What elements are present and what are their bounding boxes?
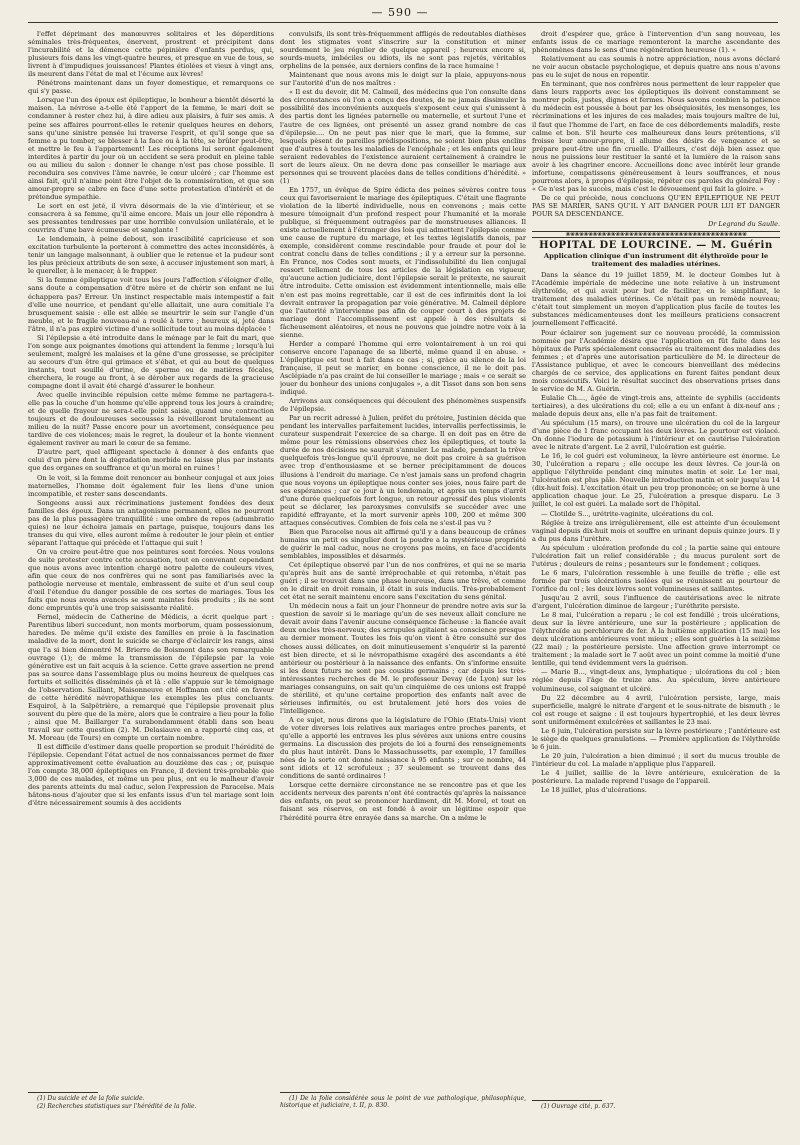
paragraph: Le sort en est jeté, il vivra désormais de la vie d'intérieur, et se consacrera à sa femme, qu'il aime encore. Mais un jour elle répondra à ses pressantes tendresses par une horrible convulsion unilatérale, et le couvrira d'une bave écumeuse et sanglante !	[28, 201, 274, 235]
column-1-text	[28, 30, 274, 807]
column-3-footnotes	[532, 1096, 780, 1111]
paragraph: convulsifs, ils sont très-fréquemment affligés de redoutables diathèses dont les stigmates vont s'inscrire sur la constitution et miner sourdement le jeu régulier de quelque appareil ; heureux encore si, sourds-muets, imbéciles ou idiots, ils ne sont pas rejetés, véritables orphelins de la pensée, aux derniers confins de la race humaine !	[280, 30, 526, 71]
column-3	[532, 30, 780, 1130]
paragraph: Avec quelle invincible répulsion cette même femme ne partagera-t-elle pas la couche d'un homme qu'elle apprend tous les jours à craindre; et de quelle frayeur ne sera-t-elle point saisie, quand une contraction toujours et de douloureuses secousses la réveilleront brutalement au milieu de la nuit? Passe encore pour un avortement, conséquence peu tardive de ces violences; mais le regret, la douleur et la honte viennent également raviver au mari le cœur de sa femme.	[28, 391, 274, 448]
paragraph: « Il est du devoir, dit M. Calmeil, des médecins que l'on consulte dans des circonstances où l'on a conçu des doutes, de ne jamais dissimuler la possibilité des inconvénients auxquels s'exposent ceux qui s'unissent à des partis dont les lignées paternelle ou maternelle, et surtout l'une et l'autre de ces lignées, ont présenté un assez grand nombre de cas d'épilepsie.... On ne peut pas nier que le mari, que la femme, sur lesquels pèsent de pareilles prédispositions, ne soient bien plus enclins que d'autres à toutes les maladies de l'encéphale ; et les enfants qui leur seraient redevables de l'existence auraient certainement à craindre le sort de leurs aïeux. On ne devra donc pas conseiller le mariage aux personnes qui se trouvent placées dans de telles conditions d'hérédité. » (1)	[280, 88, 526, 185]
paragraph: En terminant, que nos confrères nous permettent de leur rappeler que dans leurs rapports avec les épileptiques ils doivent constamment se montrer polis, justes, dignes et fermes. Nous savons combien la patience du médecin est poussée à bout par les obséquiosités, les mensonges, les récriminations et les injures de ces malades; mais toujours maître de lui, il faut que l'homme de l'art, en face de ces débordements maladifs, reste calme et bon. S'il heurte ces malheureux dans leurs prétentions, s'il froisse leur amour-propre, il allume des désirs de vengeance et se prépare peut-être une fin cruelle. D'ailleurs, c'est déjà bien assez que nous ne puissions leur restituer la santé et la lumière de la raison sans avoir à les chagriner encore. Accueillons donc avec intérêt leur grande infortune, compatissons généreusement à leurs souffrances, et nous pourrons alors, à propos d'épilepsie, répéter ces paroles du général Foy : « Ce n'est pas le succès, mais c'est le dévouement qui fait la gloire. »	[532, 80, 780, 193]
footnote: (1) Ouvrage cité, p. 637.	[541, 1103, 616, 1110]
paragraph: Au spéculum : ulcération profonde du col ; la partie saine qui entoure l'ulcération fait un relief considérable ; du mucus purulent sort de l'utérus ; douleurs de reins ; pesanteurs sur le fondement ; coliques.	[532, 543, 780, 568]
paragraph: Au spéculum (15 mars), on trouve une ulcération du col de la largeur d'une pièce de 1 franc occupant les deux lèvres. Le pourtour est violacé. On donne l'iodure de potassium à l'intérieur et on cautérise l'ulcération avec le nitrate d'argent. Le 2 avril, l'ulcération est guérie.	[532, 419, 780, 452]
column-2	[280, 30, 526, 1130]
paragraph: On va croire peut-être que nos peintures sont forcées. Nous voulons de suite protester contre cette accusation, tout en convenant cependant que nous avons avec intention chargé notre palette de couleurs vives, afin que ceux de nos confrères qui ne sont pas familiarisés avec la pathologie nerveuse et mentale, embrassent de suite et d'un seul coup d'œil l'étendue du danger possible de ces sortes de mariages. Tous les faits que nous avons avancés se sont maintes fois produits ; ils ne sont donc empruntés qu'à une trop saisissante réalité.	[28, 547, 274, 613]
paragraph: — Clotilde S..., urétrite-vaginite, ulcérations du col.	[541, 509, 714, 518]
paragraph: Relativement au cas soumis à notre appréciation, nous avons déclaré ne voir aucun obstacle psychologique, et depuis quatre ans nous n'avons pas eu le sujet de nous en repentir.	[532, 55, 780, 80]
paragraph: Le 4 juillet, saillie de la lèvre antérieure, exulcération de la postérieure. La malade reprend l'usage de l'appareil.	[532, 768, 780, 786]
paragraph: Le 18 juillet, plus d'ulcérations.	[541, 786, 647, 795]
paragraph: Le 8 mai, l'ulcération a reparu ; le col est fendillé ; trois ulcérations, deux sur la lèvre antérieure, une sur la postérieure ; application de l'élythroïde au perchlorure de fer. À la huitième application (15 mai) les deux ulcérations antérieures vont mieux ; elles sont guéries à la seizième (22 mai) ; la postérieure persiste. Une affection grave interrompt ce traitement ; la malade sort le 7 août avec un point comme la moitié d'une lentille, qui tend évidemment vers la guérison.	[532, 611, 780, 668]
paragraph: Jusqu'au 2 avril, sous l'influence de cautérisations avec le nitrate d'argent, l'ulcération diminue de largeur ; l'uréthrite persiste.	[532, 594, 780, 611]
paragraph: Le 6 juin, l'ulcération persiste sur la lèvre postérieure ; l'antérieure est le siège de quelques granulations. — Première application de l'élythroïde le 6 juin.	[532, 726, 780, 751]
footnote: (1) De la folie considérée sous le point de vue pathologique, philosophique, historique et judiciaire, t. II, p. 830.	[280, 1095, 526, 1109]
paragraph: Le 16, le col guéri est volumineux, la lèvre antérieure est énorme. Le 30, l'ulcération a reparu ; elle occupe les deux lèvres. Ce jour-là on applique l'élythroïde pendant cinq minutes matin et soir. Le 1er mai, l'ulcération est plus pâle. Nouvelle introduction matin et soir jusqu'au 14 (dix-huit fois). L'excitation était un peu trop prononcée; on se borne à une application chaque jour. Le 25, l'ulcération a presque disparu. Le 3 juillet, le col est guéri. La malade sort de l'hôpital.	[532, 452, 780, 509]
paragraph: Par un recrit adressé à Julien, préfet du prétoire, Justinien décida que pendant les intervalles parfaitement lucides, intervallis perfectissimis, le curateur suspendrait l'exercice de sa charge. Il en doit pas en être de même pour les rémissions observées chez les épileptiques, et toute la durée de nos décisions ne saurait s'annuler. Le malade, pendant la trêve quelquefois très-longue qu'il éprouve, ne doit pas croire à sa guérison avec trop d'enthousiasme et se berner précipitamment de douces illusions à l'endroit du mariage. Ce n'est jamais sans un profond chagrin que nous voyons un épileptique nous conter ses joies, nous faire part de ses espérances ; car ce jour à un lendemain, et après un temps d'arrêt d'une durée quelquefois fort longue, un retour agressif des plus violents peut se déclarer, les paroxysmes convulsifs se succéder avec une rapidité effrayante, et la mort survenir après 100, 200 et même 300 attaques consécutives. Combien de fois cela ne s'est-il pas vu ?	[280, 414, 526, 527]
paragraph: Herder a comparé l'homme qui erre volontairement à un roi qui conserve encore l'apanage de sa liberté, même quand il en abuse. » L'épileptique est tout à fait dans ce cas ; si, grâce au silence de la loi française, il peut se marier, en bonne conscience, il ne le doit pas. Asclépiade n'a pas craint de lui conseiller le mariage ; mais « ce serait se jouer du bonheur des unions conjugales », a dit Tissot dans son bon sens indiqué.	[280, 339, 526, 397]
column-1	[28, 30, 274, 1130]
footnote: (1) Du suicide et de la folie suicide.	[37, 1095, 145, 1102]
paragraph: l'effet déprimant des manœuvres solitaires et les déperditions séminales très-fréquentes, énervent, prostrent et précipitent dans l'incurabilité et la démence cette pépinière d'enfants perdus, qui, plusieurs fois dans les vingt-quatre heures, et presque en vue de tous, se livrent à d'impudiques jouissances! Plantes étiolées et vieux à vingt ans, ils meurent dans l'état de mal et l'écume aux lèvres!	[28, 30, 274, 79]
paragraph: Cet épileptique observé par l'un de nos confrères, et qui ne se maria qu'après huit ans de santé irréprochable et qui retomba, n'était pas guéri ; il se trouvait dans une phase heureuse, dans une trêve, et comme on le dirait en droit romain, il était in suis induciis. Très-probablement cet état ne serait maintenu encore sans l'excitation du sens génital.	[280, 561, 526, 602]
paragraph: Dans la séance du 19 juillet 1859, M. le docteur Gombes lut à l'Académie impériale de médecine une note relative à un instrument élythroïde, et qui avait pour but de faciliter, en le simplifiant, le traitement des maladies utérines. Ce n'était pas un remède nouveau; c'était tout simplement un moyen d'application plus facile de toutes les substances médicamenteuses dont les meilleurs praticiens consacrent journellement l'efficacité.	[532, 271, 780, 328]
paragraph: Du 22 décembre au 4 avril, l'ulcération persiste, large, mais superficielle, malgré le nitrate d'argent et le sous-nitrate de bismuth ; le col est rouge et saigne : il est toujours hypertrophié, et les deux lèvres sont uniformément exulcérées et saillantes le 23 mai.	[532, 693, 780, 726]
footnote-separator	[280, 1092, 350, 1093]
paragraph: Le 6 mars, l'ulcération ressemble à une feuille de trèfle ; elle est formée par trois ulcérations isolées qui se réunissent au pourtour de l'orifice du col ; les deux lèvres sont volumineuses et saillantes.	[532, 568, 780, 593]
paragraph: Eulalie Ch...., âgée de vingt-trois ans, atteinte de syphilis (accidents tertiaires), a des ulcérations du col; elle a eu un enfant à dix-neuf ans ; malade depuis deux ans, elle n'a pas fait de traitement.	[532, 393, 780, 418]
paragraph: Réglée à treize ans irrégulièrement, elle est atteinte d'un écoulement vaginal depuis dix-huit mois et souffre en urinant depuis quinze jours. Il y a du pus dans l'urèthre.	[532, 518, 780, 543]
column-2-text	[280, 30, 526, 822]
paragraph: On le voit, si la femme doit renoncer au bonheur conjugal et aux joies maternelles, l'homme doit également fuir les liens d'une union incompatible, et rester sans descendants.	[28, 473, 274, 498]
column-2-footnotes	[280, 1088, 526, 1110]
footnote-separator	[28, 1092, 98, 1093]
paragraph: En 1757, un évêque de Spire édicta des peines sévères contre tous ceux qui favoriseraient le mariage des épileptiques. C'était une flagrante violation de la liberté individuelle, nous en convenons ; mais cette mesure témoignait d'un profond respect pour l'humanité et la morale publique, si fréquemment outragées par de monstrueuses alliances. Il existe actuellement à l'étranger des lois qui admettent l'épilepsie comme une cause de rupture du mariage, et les textes législatifs danois, par exemple, considèrent comme rescindable pour fraude et pour dol le contrat conclu dans de telles conditions ; il y a erreur sur la personne. En France, nos Codes sont muets, et l'indissolubilité du lien conjugal ressort tellement de tous les articles de la législation en vigueur, qu'aucune action judiciaire, dont l'épilepsie serait le prétexte, ne saurait être introduite. Cette omission est évidemment intentionnelle, mais elle n'en est pas moins regrettable, car il est de ces infirmités dont la loi devrait entraver la propagation par voie générative. M. Calmeil déplore que l'autorité n'intervienne pas afin de couper court à des projets de mariage dont l'accomplissement est appelé à des résultats si fâcheusement aléatoires, et nous ne pouvons que joindre notre voix à la sienne.	[280, 185, 526, 339]
paragraph: droit d'espérer que, grâce à l'intervention d'un sang nouveau, les enfants issus de ce mariage remonteront la marche ascendante des phénomènes dans le sens d'une régénération heureuse (1). »	[532, 30, 780, 55]
footnote: (2) Recherches statistiques sur l'hérédité de la folie.	[37, 1103, 197, 1110]
paragraph: Arrivons aux conséquences qui découlent des phénomènes suspensifs de l'épilepsie.	[280, 397, 526, 414]
paragraph: Si l'épilepsie a été introduite dans le ménage par le fait du mari, que l'on songe aux poignantes émotions qui attendent la femme ; lorsqu'à lui seulement, malgré les malaises et la gêne d'une grossesse, se précipiter au secours d'un être qui grimace et s'ébat, et qui au bout de quelques instants, tout souillé d'urine, de sperme ou de matières fécales, cherchera, le rouge au front, à se dérober aux regards de la gracieuse compagne dont il avait été chargé d'assurer le bonheur.	[28, 333, 274, 391]
author-signature: Dr Legrand du Saulle.	[708, 220, 780, 229]
section-heading: HOPITAL DE LOURCINE. — M. Guérin	[539, 240, 773, 252]
paragraph: — Marie B..., vingt-deux ans, lymphatique ; ulcérations du col ; bien réglée depuis l'âge de treize ans. Au spéculum, lèvre antérieure volumineuse, col saignant et ulcéré.	[532, 668, 780, 693]
top-rule	[28, 22, 778, 23]
paragraph: Le lendemain, à peine debout, son irascibilité capricieuse et son excitation turbulente la porteront à commettre des actes inconsidérés, à tenir un langage malsonnant, à oublier que le retenue et la pudeur sont les plus précieux attributs de son sexe, à accuser injustement son mari, à le quereller, à le menacer, à le frapper.	[28, 235, 274, 276]
footnote-separator	[532, 1100, 602, 1101]
paragraph: Le 20 juin, l'ulcération a bien diminué ; il sort du mucus trouble de l'intérieur du col. La malade n'applique plus l'appareil.	[532, 751, 780, 768]
column-3-intro-text	[532, 30, 780, 218]
paragraph: D'autre part, quel affligeant spectacle à donner à des enfants que celui d'un père dont la dégradation morbide ne laisse plus par instants que des organes en souffrance et qu'un moral en ruines !	[28, 448, 274, 473]
ornamental-divider: ❀❀❀❀❀❀❀❀❀❀❀❀❀❀❀❀❀❀❀❀❀❀❀❀❀❀❀❀❀❀❀❀❀❀❀❀❀❀❀❀	[532, 231, 780, 238]
paragraph: Pour éclairer son jugement sur ce nouveau procédé, la commission nommée par l'Académie désira que l'application en fût faite dans les hôpitaux de Paris spécialement consacrés au traitement des maladies des femmes ; et d'après une autorisation particulière de M. le directeur de l'Assistance publique, et avec le concours bienveillant des médecins chargés de ce service, des applications en furent faites pendant deux mois consécutifs. Voici le résultat succinct des observations prises dans le service de M. A. Guérin.	[532, 328, 780, 393]
paragraph: Un médecin nous a fait un jour l'honneur de prendre notre avis sur la question de savoir si le mariage qu'un de ses neveux allait conclure ne devait avoir dans l'avenir aucune conséquence fâcheuse : la fiancée avait deux oncles très-nerveux; des scrupules agitaient sa conscience presque au dernier moment. Toutes les fois qu'on vient à être consulté sur des choses aussi délicates, on doit minutieusement s'enquérir si la parenté est bien directe, et si le névropathisme exagéré des ascendants a été antérieur ou postérieur à la naissance des enfants. On s'informe ensuite si les deux futurs ne sont pas cousins germains ; car depuis les très-intéressantes recherches de M. le professeur Devay (de Lyon) sur les mariages consanguins, on sait qu'un cinquième de ces unions est frappé de stérilité, et qu'une certaine proportion des enfants naît avec de sérieuses infirmités, ou est brutalement jeté hors des voies de l'intelligence.	[280, 602, 526, 715]
paragraph: Lorsque cette dernière circonstance ne se rencontre pas et que les accidents nerveux des parents n'ont été contractés qu'après la naissance des enfants, on peut se prononcer hardiment, dit M. Morel, et tout en faisant ses réserves, on est fondé à avoir un légitime espoir que l'hérédité pourra être enrayée dans sa marche. On a même le	[280, 781, 526, 822]
paragraph: De ce qui précède, nous concluons QU'EN ÉPILEPTIQUE NE PEUT PAS SE MARIER, SANS QU'IL Y AIT DANGER POUR LUI ET DANGER POUR SA DESCENDANCE.	[532, 193, 780, 219]
paragraph: Songeons aussi aux récriminations justement fondées des deux familles des époux. Dans un antagonisme permanent, elles ne pourront pas de la plus passagère tranquillité : une ombre de repos (adumbratio quies) ne leur échoira jamais en partage, puisque, toujours dans les transes du qui vive, elles auront même à redouter le jour plein et entier séparant l'attaque qui précède et l'attaque qui suit !	[28, 498, 274, 547]
column-1-footnotes	[28, 1088, 274, 1111]
paragraph: Lorsque l'un des époux est épileptique, le bonheur a bientôt déserté la maison. La névrose a-t-elle été l'apport de la femme, le mari doit se condamner à rester chez lui, à dire adieu aux plaisirs, à fuir ses amis. A peine ses affaires pourront-elles le retenir quelques heures en dehors, sans qu'une sinistre pensée lui traverse l'esprit, et qu'il songe que sa femme a pu tomber, se blesser à la face ou à la tête, se brûler peut-être, et mettre le feu à l'appartement! Les réceptions lui seront également interdites à partir du jour où un accident se sera produit en pleine table ou au milieu du salon : donner le change n'est pas chose possible. Il reconduira ses convives l'âme navrée, le cœur ulcéré ; car l'homme est ainsi fait, qu'il n'aime point être l'objet de la commisération, et que son amour-propre se cabre en face d'une sotte protestation d'intérêt et de prétendue sympathie.	[28, 96, 274, 201]
column-3-text	[532, 271, 780, 794]
paragraph: A ce sujet, nous dirons que la législature de l'Ohio (Etats-Unis) vient de voter diverses lois relatives aux mariages entre proches parents, et qu'elle a apporté les entraves les plus sévères aux unions entre cousins germains. La discussion des projets de loi a fourni des renseignements du plus haut intérêt. Dans le Massachussetts, par exemple, 17 familles nées de la sorte ont donné naissance à 95 enfants ; sur ce nombre, 44 sont idiots et 12 scrofuleux ; 37 seulement se trouvent dans des conditions de santé ordinaires !	[280, 715, 526, 781]
page-number: — 590 —	[371, 6, 429, 19]
article-subheading: Application clinique d'un instrument dit élythroïde pour le traitement des maladies utérines.	[543, 252, 769, 269]
paragraph: Pénétrons maintenant dans un foyer domestique, et remarquons ce qui s'y passe.	[28, 79, 274, 96]
paragraph: Si la femme épileptique voit tous les jours l'affection s'éloigner d'elle, sans doute a compensation d'être mère et de chérir son enfant ne lui échappera pas? Erreur. Un instinct respectable mais intempestif a fait d'elle une nourrice, et pendant qu'elle allaitait, une aura comitiale l'a brusquement saisie : elle est allée se meurtrir le sein sur l'angle d'un meuble, et le fragile nouveau-né a roulé à terre ; heureux si, jeté dans l'âtre, il n'a pas expiré victime d'une sollicitude tout au moins déplacée !	[28, 276, 274, 333]
paragraph: Il est difficile d'estimer dans quelle proportion se produit l'hérédité de l'épilepsie. Cependant l'état actuel de nos connaissances permet de fixer approximativement cette évaluation au douzième des cas ; or, puisque l'on compte 38,000 épileptiques en France, il devient très-probable que 3,000 de ces malades, et même un peu plus, ont eu le malheur d'avoir des parents atteints du mal caduc, selon l'expression de Paracelse. Mais hâtons-nous d'ajouter que si les enfants issus d'un tel mariage sont loin d'être nécessairement soumis à des accidents	[28, 743, 274, 808]
paragraph: Maintenant que nous avons mis le doigt sur la plaie, appuyons-nous sur l'autorité d'un de nos maîtres :	[280, 71, 526, 88]
paragraph: Bien que Paracelse nous ait affirmé qu'il y a dans beaucoup de crânes humains un petit os singulier dont la poudre a la mystérieuse propriété de guérir le mal caduc, nous ne croyons pas moins, en face d'accidents semblables, impossibles et désarmés.	[280, 527, 526, 560]
paragraph: Fernel, médecin de Catherine de Médicis, a écrit quelque part : Parentibus liberi succedunt, non monts morborum, quam possessionum, haredes. De même qu'il existe des familles en proie à la fascination maladive de la mort, dont le suicide se charge d'éclaircir les rangs, ainsi que l'a si bien démontré M. Brierre de Boismont dans son remarquable ouvrage (1); de même la transmission de l'épilepsie par la voie générative est un fait acquis à la science. Cette grave assertion ne prend pas sa source dans l'assemblage plus ou moins heureux de quelques cas fortuits et sollicités disséminés çà et là : elle s'appuie sur le témoignage de l'observation. Saillant, Maisonneuve et Hoffmann ont cité en faveur de cette hérédité névropathique les exemples les plus concluants. Esquirol, à la Salpêtrière, a remarqué que l'épilepsie provenait plus souvent du père que de la mère, alors que le contraire a lieu pour la folie ; ainsi que M. Baillarger l'a surabondamment établi dans son beau travail sur cette question (2). M. Delasiauve en a rapporté cinq cas, et M. Moreau (de Tours) en compte un certain nombre.	[28, 613, 274, 743]
